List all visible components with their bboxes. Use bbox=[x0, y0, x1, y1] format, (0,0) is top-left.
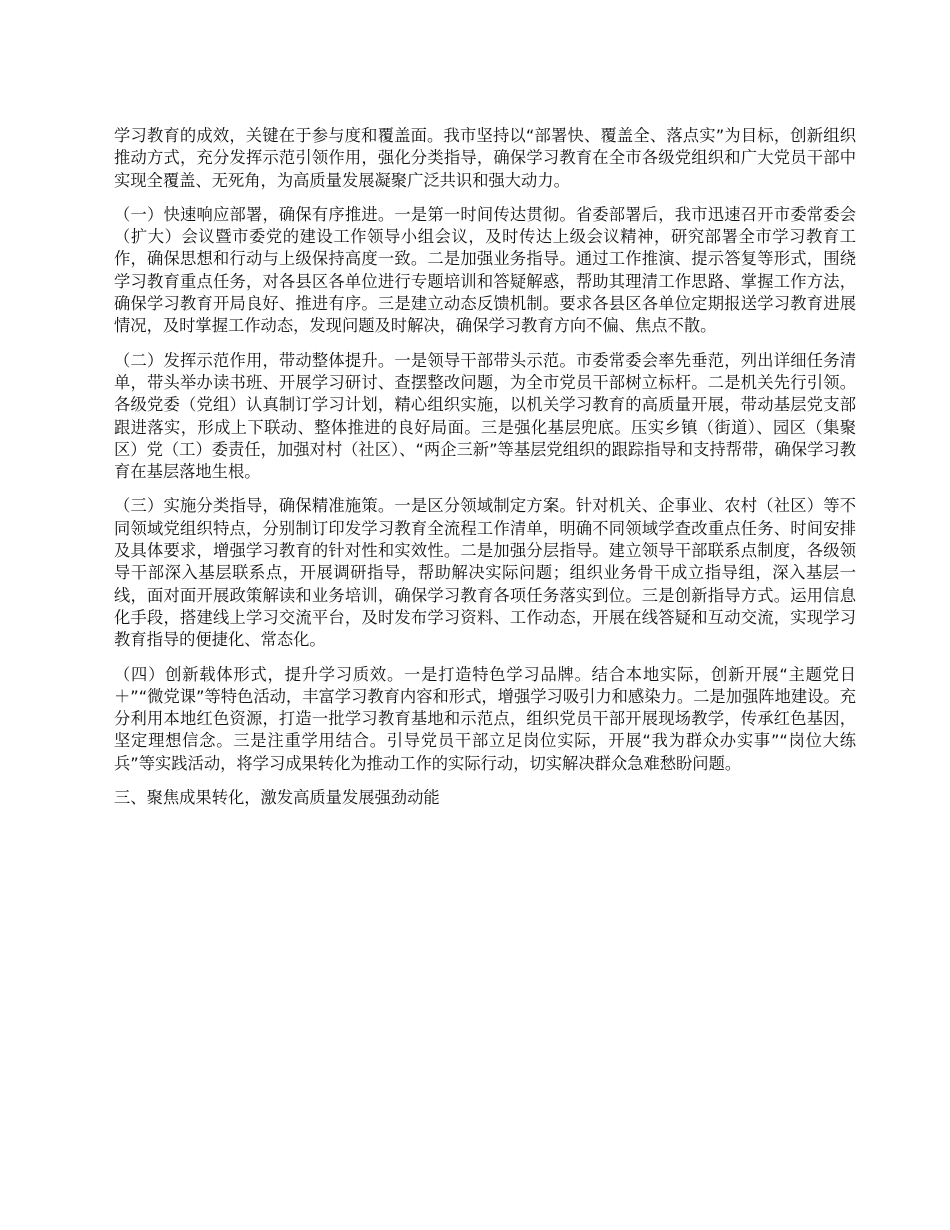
paragraph-intro: 学习教育的成效，关键在于参与度和覆盖面。我市坚持以“部署快、覆盖全、落点实”为目标，创新组织推动方式，充分发挥示范引领作用，强化分类指导，确保学习教育在全市各级党组织和广大党员干部中实现全覆盖、无死角，为高质量发展凝聚广泛共识和强大动力。 bbox=[114, 126, 856, 190]
paragraph-section-4: （四）创新载体形式，提升学习质效。一是打造特色学习品牌。结合本地实际，创新开展“主题党日＋”“微党课”等特色活动，丰富学习教育内容和形式，增强学习吸引力和感染力。二是加强阵地建设。充分利用本地红色资源，打造一批学习教育基地和示范点，组织党员干部开展现场教学，传承红色基因，坚定理想信念。三是注重学用结合。引导党员干部立足岗位实际，开展“我为群众办实事”“岗位大练兵”等实践活动，将学习成果转化为推动工作的实际行动，切实解决群众急难愁盼问题。 bbox=[114, 664, 856, 773]
paragraph-section-2: （二）发挥示范作用，带动整体提升。一是领导干部带头示范。市委常委会率先垂范，列出详细任务清单，带头举办读书班、开展学习研讨、查摆整改问题，为全市党员干部树立标杆。二是机关先行引领。各级党委（党组）认真制订学习计划，精心组织实施，以机关学习教育的高质量开展，带动基层党支部跟进落实，形成上下联动、整体推进的良好局面。三是强化基层兜底。压实乡镇（街道）、园区（集聚区）党（工）委责任，加强对村（社区）、“两企三新”等基层党组织的跟踪指导和支持帮带，确保学习教育在基层落地生根。 bbox=[114, 350, 856, 482]
paragraph-section-3: （三）实施分类指导，确保精准施策。一是区分领域制定方案。针对机关、企事业、农村（社区）等不同领域党组织特点，分别制订印发学习教育全流程工作清单，明确不同领域学查改重点任务、时间安排及具体要求，增强学习教育的针对性和实效性。二是加强分层指导。建立领导干部联系点制度，各级领导干部深入基层联系点，开展调研指导，帮助解决实际问题；组织业务骨干成立指导组，深入基层一线，面对面开展政策解读和业务培训，确保学习教育各项任务落实到位。三是创新指导方式。运用信息化手段，搭建线上学习交流平台，及时发布学习资料、工作动态，开展在线答疑和互动交流，实现学习教育指导的便捷化、常态化。 bbox=[114, 496, 856, 650]
section-heading: 三、聚焦成果转化，激发高质量发展强劲动能 bbox=[114, 788, 440, 808]
document-body bbox=[114, 125, 856, 821]
paragraph-section-1: （一）快速响应部署，确保有序推进。一是第一时间传达贯彻。省委部署后，我市迅速召开市委常委会（扩大）会议暨市委党的建设工作领导小组会议，及时传达上级会议精神，研究部署全市学习教育工作，确保思想和行动与上级保持高度一致。二是加强业务指导。通过工作推演、提示答复等形式，围绕学习教育重点任务，对各县区各单位进行专题培训和答疑解惑，帮助其理清工作思路、掌握工作方法，确保学习教育开局良好、推进有序。三是建立动态反馈机制。要求各县区各单位定期报送学习教育进展情况，及时掌握工作动态，发现问题及时解决，确保学习教育方向不偏、焦点不散。 bbox=[114, 204, 856, 336]
